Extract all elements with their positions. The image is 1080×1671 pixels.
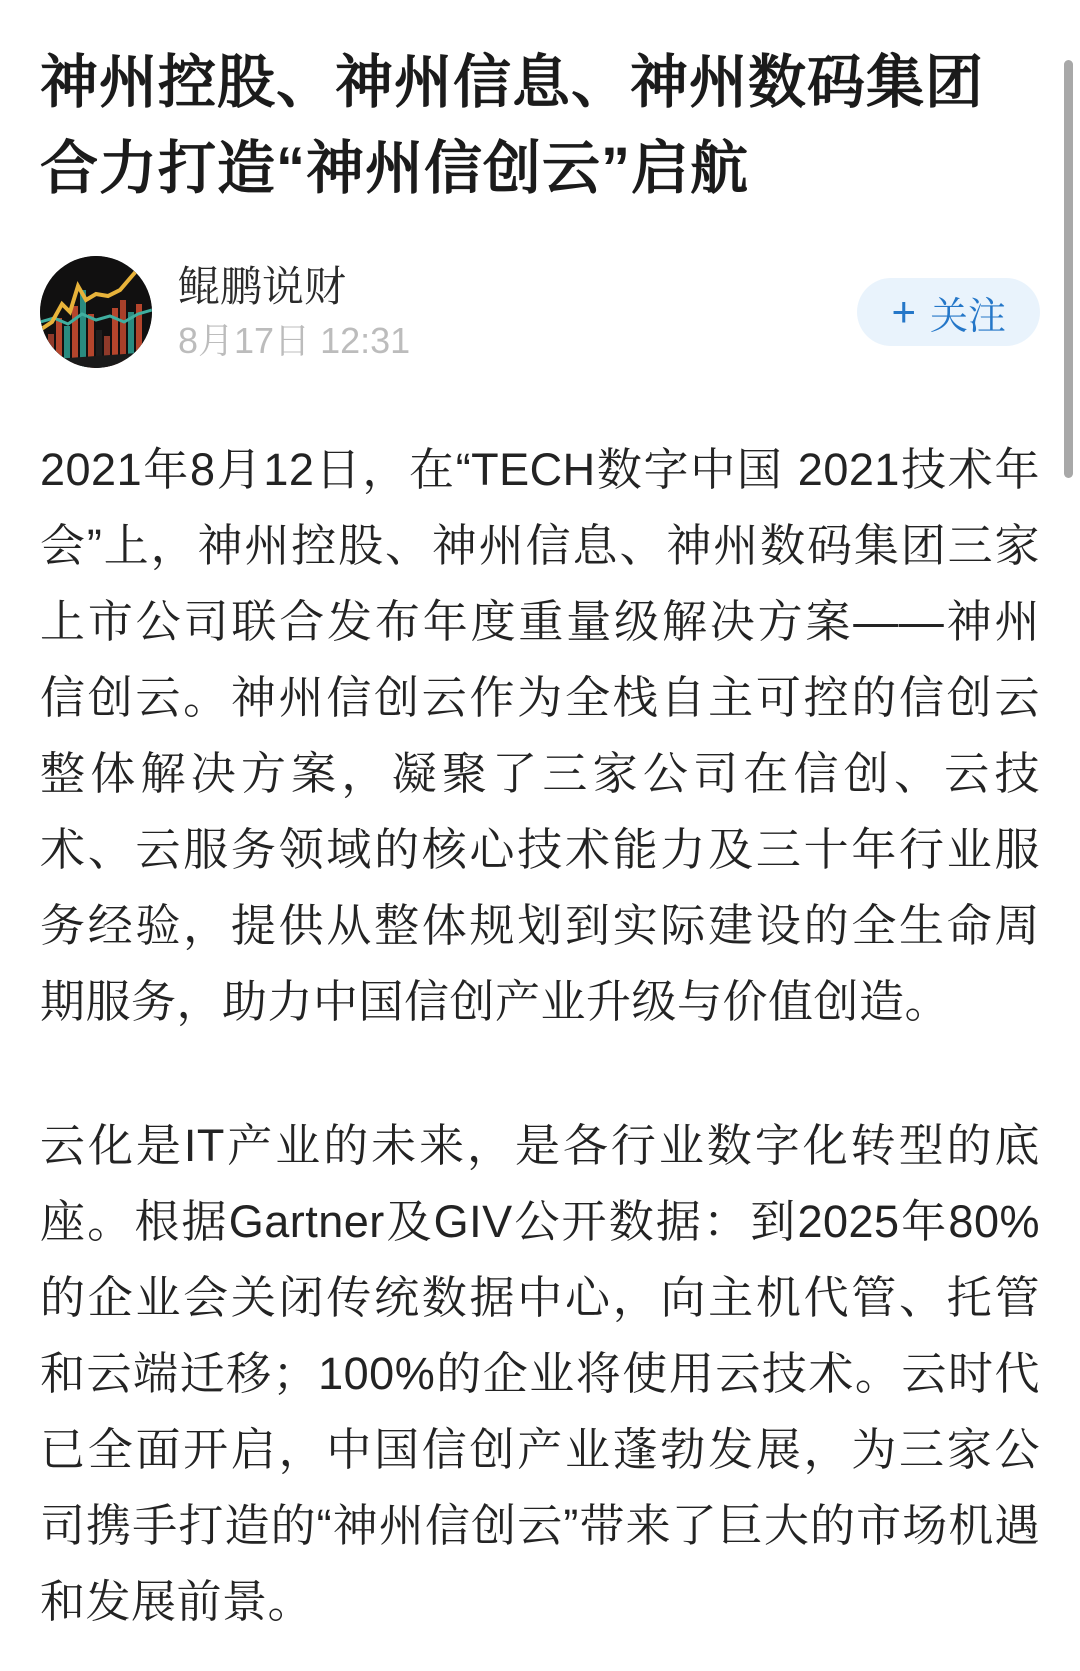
author-meta — [178, 261, 410, 363]
follow-button-label: 关注 — [929, 295, 1006, 338]
article-title: 神州控股、神州信息、神州数码集团合力打造“神州信创云”启航 — [40, 50, 985, 201]
avatar[interactable] — [40, 256, 152, 368]
article-paragraph: 2021年8月12日，在“TECH数字中国 2021技术年会”上，神州控股、神州信息、神州数码集团三家上市公司联合发布年度重量级解决方案——神州信创云。神州信创云作为全栈自主可控的信创云整体解决方案，凝聚了三家公司在信创、云技术、云服务领域的核心技术能力及三十年行业服务经验，提供从整体规划到实际建设的全生命周期服务，助力中国信创产业升级与价值创造。 — [40, 444, 1040, 1027]
author-name[interactable]: 鲲鹏说财 — [178, 263, 347, 310]
follow-button[interactable] — [857, 278, 1040, 346]
post-date: 8月17日 12:31 — [178, 320, 411, 361]
author-row — [40, 256, 1040, 368]
stock-chart-avatar-image — [40, 256, 152, 368]
article-paragraph: 云化是IT产业的未来，是各行业数字化转型的底座。根据Gartner及GIV公开数据：到2025年80%的企业会关闭传统数据中心，向主机代管、托管和云端迁移；100%的企业将使用云技术。云时代已全面开启，中国信创产业蓬勃发展，为三家公司携手打造的“神州信创云”带来了巨大的市场机遇和发展前景。 — [40, 1120, 1040, 1627]
scrollbar-thumb[interactable] — [1064, 60, 1073, 478]
plus-icon: + — [891, 288, 916, 335]
article-body — [40, 432, 1040, 1640]
